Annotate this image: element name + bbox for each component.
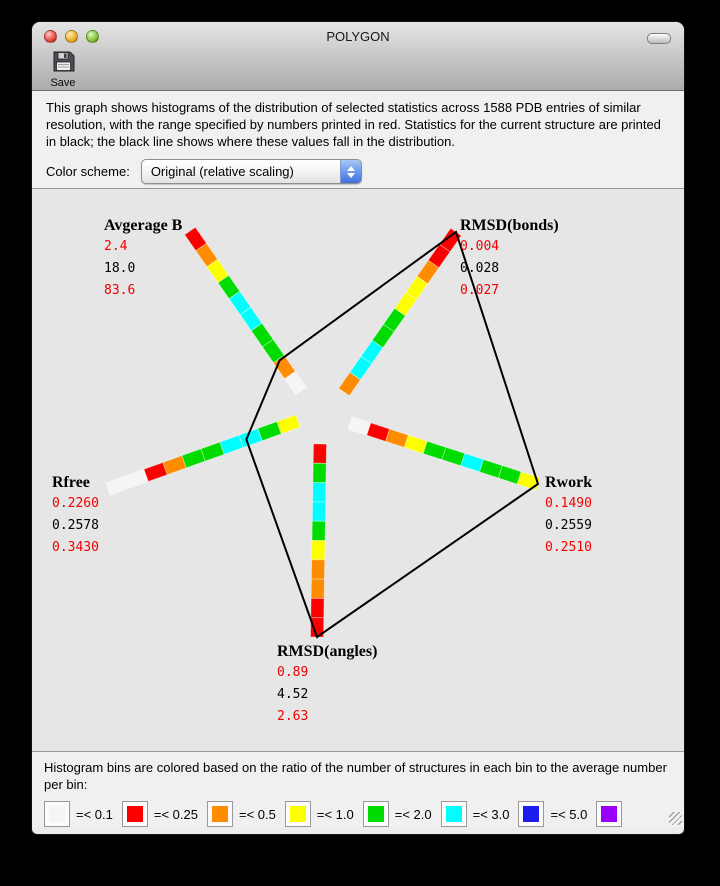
minimize-button[interactable] [65, 30, 78, 43]
white-swatch [44, 801, 70, 827]
histogram-segment-green [312, 521, 325, 541]
yellow-swatch [285, 801, 311, 827]
save-button-label: Save [50, 77, 76, 89]
resize-grip-icon[interactable] [669, 812, 682, 825]
legend-item-blue [518, 801, 587, 827]
stat-value: 0.028 [460, 261, 500, 276]
stat-max: 2.63 [277, 709, 309, 724]
swatch-color [523, 806, 539, 822]
stat-avgerage-b [104, 216, 182, 302]
histogram-segment-green [313, 463, 326, 483]
histogram-segment-orange [311, 579, 324, 599]
window-title: POLYGON [326, 29, 390, 44]
color-scheme-value: Original (relative scaling) [150, 164, 294, 179]
stat-label: Avgerage B [104, 217, 183, 234]
histogram-segment-white [106, 476, 129, 495]
stat-value: 18.0 [104, 261, 136, 276]
legend-item-orange [207, 801, 276, 827]
close-button[interactable] [44, 30, 57, 43]
spoke-rfree [106, 415, 300, 495]
stat-value: 4.52 [277, 687, 309, 702]
blue-swatch [518, 801, 544, 827]
window-chrome [32, 22, 684, 91]
description-text: This graph shows histograms of the distribution of selected statistics across 1588 PDB entries of similar resolution, with the range specified by numbers printed in red. Statistics for the current structure are printed in black; the black line shows where these values fall in the distribution. [46, 100, 661, 149]
stat-max: 0.2510 [545, 540, 592, 555]
polygon-chart-area [32, 189, 684, 751]
legend-item-green [363, 801, 432, 827]
spoke-rmsd-bonds [339, 228, 462, 395]
legend-label: =< 0.5 [238, 806, 276, 822]
color-scheme-label: Color scheme: [46, 164, 130, 179]
stat-min: 0.1490 [545, 496, 592, 511]
swatch-color [49, 806, 65, 822]
spoke-avgerage-b [185, 227, 307, 394]
legend-description: Histogram bins are colored based on the ratio of the number of structures in each bin to the average number per bin: [44, 760, 667, 792]
red-swatch [122, 801, 148, 827]
stat-label: Rfree [52, 474, 90, 491]
popup-stepper-icon [340, 160, 361, 183]
traffic-lights [44, 30, 99, 43]
green-swatch [363, 801, 389, 827]
stat-value: 0.2559 [545, 518, 592, 533]
histogram-segment-orange [311, 560, 324, 580]
orange-swatch [207, 801, 233, 827]
stat-rwork [545, 473, 592, 559]
stat-rmsd-angles [277, 642, 377, 728]
legend-label: =< 3.0 [472, 806, 510, 822]
stat-rfree [52, 473, 99, 559]
histogram-segment-yellow [312, 540, 325, 560]
toolbar-toggle-button[interactable] [647, 33, 671, 44]
histogram-segment-cyan [313, 482, 326, 502]
swatch-color [127, 806, 143, 822]
legend-label: =< 5.0 [550, 806, 588, 822]
purple-swatch [596, 801, 622, 827]
color-legend [44, 801, 672, 827]
stat-max: 83.6 [104, 283, 136, 298]
color-scheme-row [46, 159, 672, 184]
stat-rmsd-bonds [460, 216, 559, 302]
legend-item-cyan [441, 801, 510, 827]
histogram-segment-red [313, 444, 326, 464]
swatch-color [601, 806, 617, 822]
legend-label: =< 0.1 [76, 806, 113, 822]
legend-item-purple [596, 801, 628, 827]
stat-label: Rwork [545, 474, 593, 491]
legend-panel [32, 751, 684, 827]
legend-label: =< 0.25 [153, 806, 198, 822]
swatch-color [368, 806, 384, 822]
window-content [32, 91, 684, 827]
stat-label: RMSD(angles) [277, 643, 378, 660]
save-button[interactable] [42, 51, 84, 89]
stat-value: 0.2578 [52, 518, 99, 533]
polygon-window [32, 22, 684, 834]
legend-label: =< 2.0 [394, 806, 432, 822]
swatch-color [290, 806, 306, 822]
stat-min: 2.4 [104, 239, 128, 254]
color-scheme-select[interactable] [141, 159, 362, 184]
legend-label: =< 1.0 [316, 806, 354, 822]
legend-item-red [122, 801, 198, 827]
stat-min: 0.004 [460, 239, 500, 254]
cyan-swatch [441, 801, 467, 827]
stat-max: 0.3430 [52, 540, 99, 555]
histogram-segment-red [311, 598, 324, 618]
spoke-rmsd-angles [311, 444, 327, 637]
description-panel [32, 91, 684, 189]
save-icon [52, 51, 75, 72]
legend-item-yellow [285, 801, 354, 827]
stepper-up-arrow-icon [347, 166, 355, 171]
legend-item-white [44, 801, 113, 827]
stat-min: 0.2260 [52, 496, 99, 511]
swatch-color [446, 806, 462, 822]
stat-max: 0.027 [460, 283, 500, 298]
stat-min: 0.89 [277, 665, 309, 680]
spoke-rwork [348, 417, 540, 490]
stat-label: RMSD(bonds) [460, 217, 559, 234]
stepper-down-arrow-icon [347, 173, 355, 178]
zoom-button[interactable] [86, 30, 99, 43]
histogram-segment-cyan [312, 502, 325, 522]
swatch-color [212, 806, 228, 822]
